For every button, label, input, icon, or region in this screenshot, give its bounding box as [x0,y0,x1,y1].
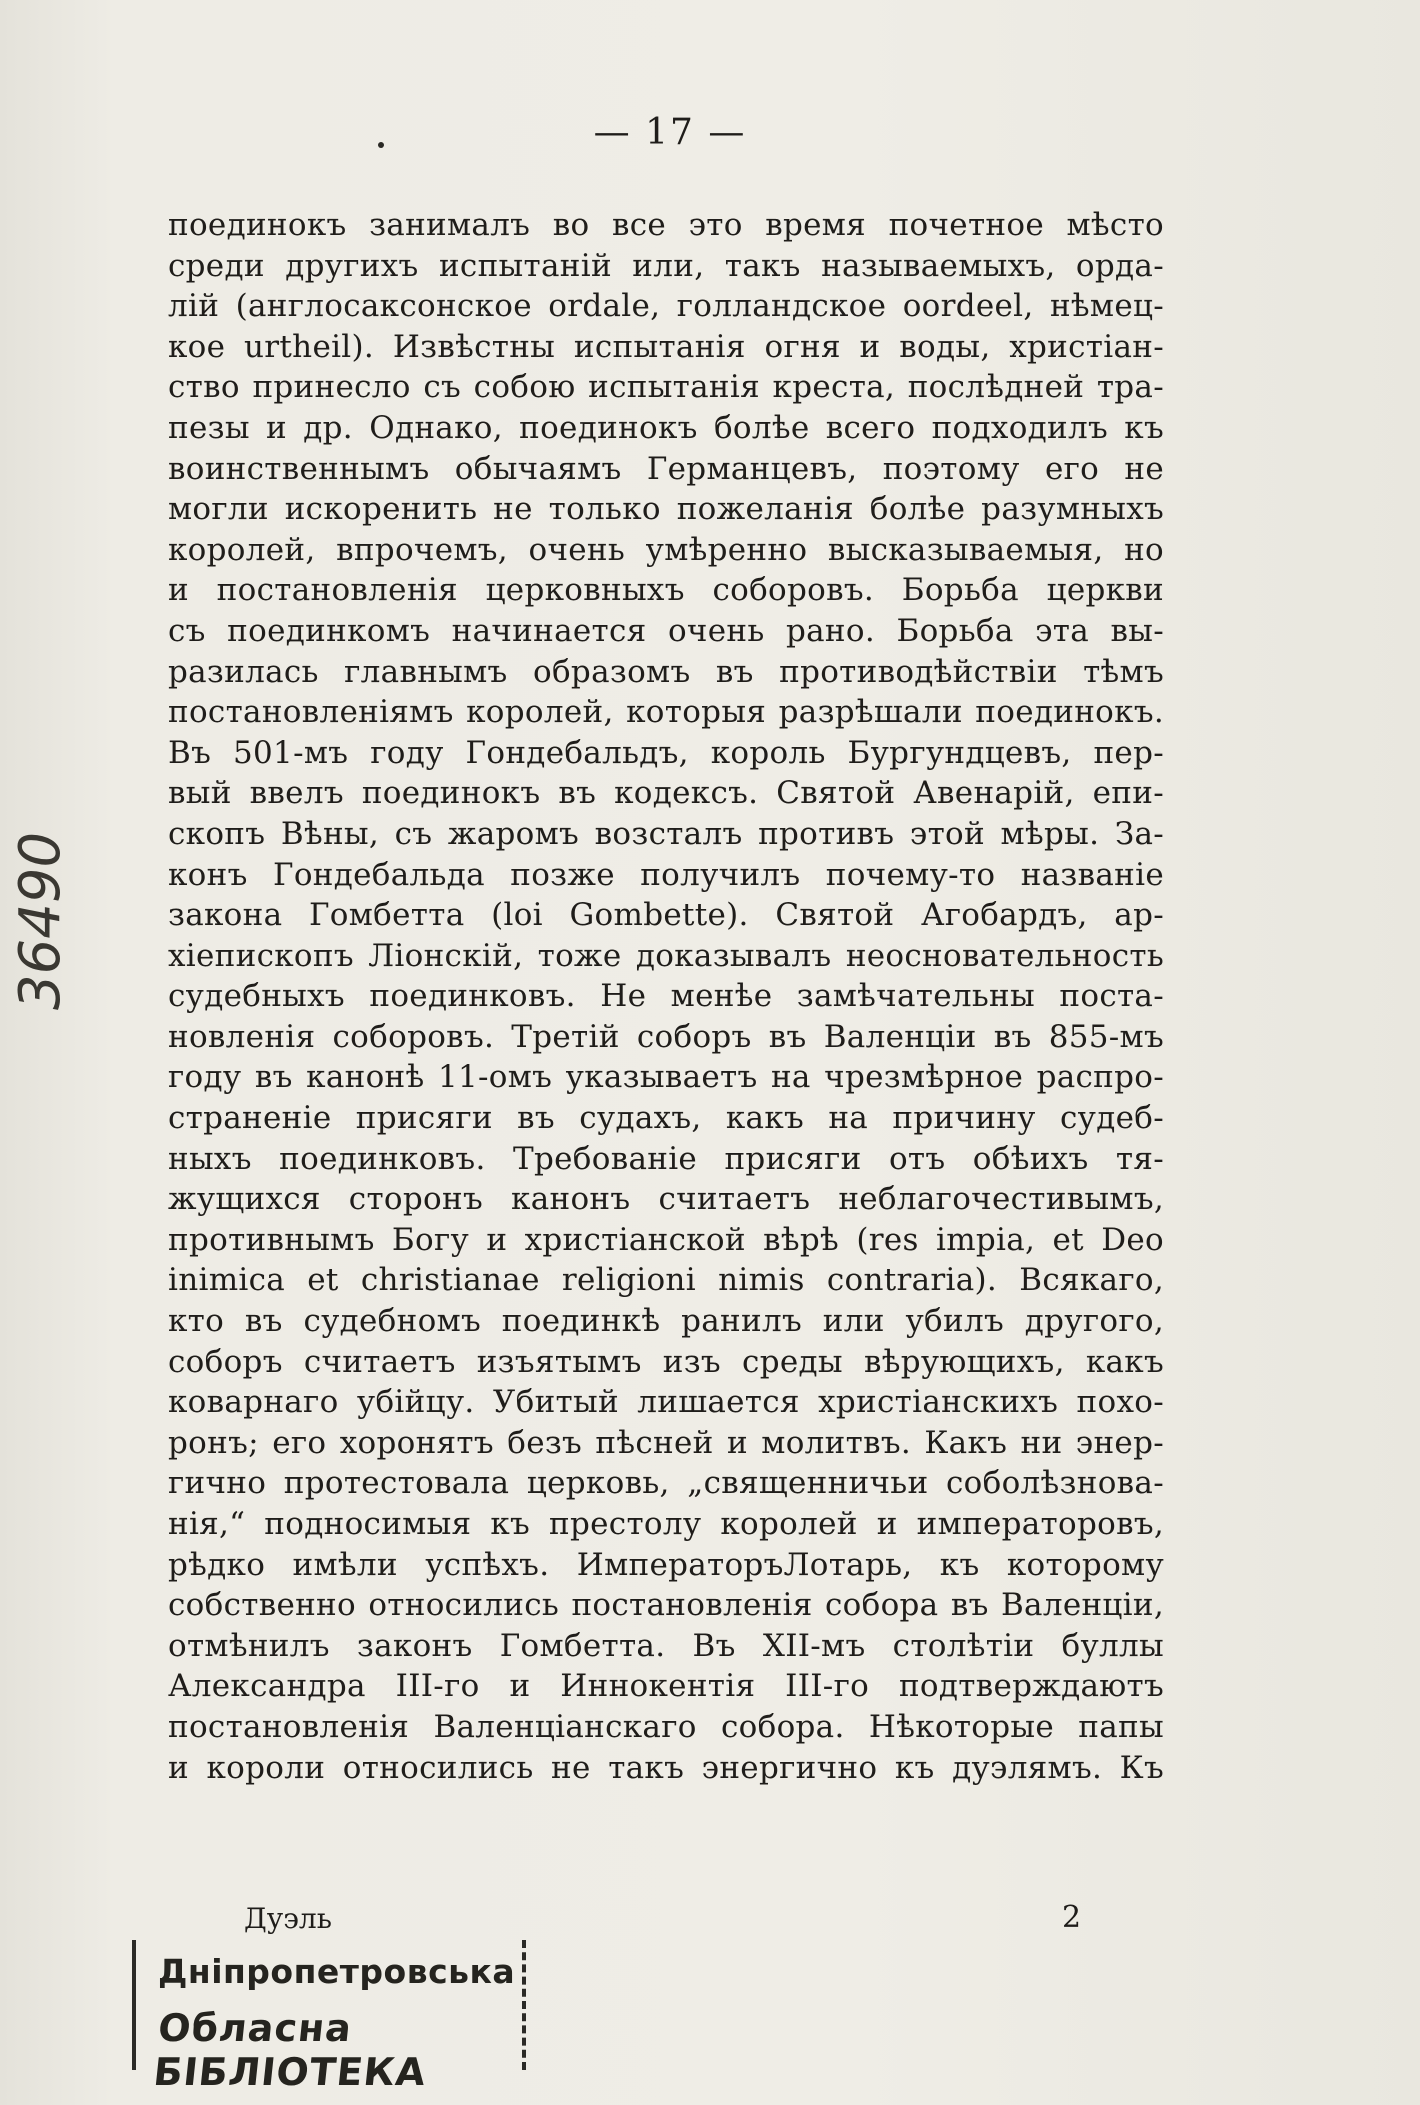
text-line: коварнаго убійцу. Убитый лишается христіанскихъ похо- [168,1384,1164,1421]
text-line: противнымъ Богу и христіанской вѣрѣ (res impia, et Deo [168,1221,1164,1258]
text-line: кое urtheil). Извѣстны испытанія огня и воды, христіан- [168,328,1164,365]
text-line: могли искоренить не только пожеланія болѣе разумныхъ [168,491,1164,528]
text-line: ронъ; его хоронятъ безъ пѣсней и молитвъ. Какъ ни энер- [168,1424,1164,1461]
text-line: конъ Гондебальда позже получилъ почему-то названіе [168,856,1164,893]
stamp-line-2: Обласна БІБЛІОТЕКА [151,2006,429,2094]
text-line: Въ 501-мъ году Гондебальдъ, король Бургундцевъ, пер- [168,734,1164,771]
text-line: разилась главнымъ образомъ въ противодѣйствіи тѣмъ [168,653,1164,690]
text-line: воинственнымъ обычаямъ Германцевъ, поэтому его не [168,450,1164,487]
text-line: inimica et christianae religioni nimis contraria). Всякаго, [168,1262,1164,1299]
text-line: постановленіямъ королей, которыя разрѣшали поединокъ. [168,694,1164,731]
text-line: отмѣнилъ законъ Гомбетта. Въ XII-мъ столѣтіи буллы [168,1627,1164,1664]
signature-title: Дуэль [244,1902,332,1935]
text-line: ство принесло съ собою испытанія креста, послѣдней тра- [168,369,1164,406]
text-line: соборъ считаетъ изъятымъ изъ среды вѣрующихъ, какъ [168,1343,1164,1380]
text-line: среди другихъ испытаній или, такъ называемыхъ, орда- [168,247,1164,284]
text-line: вый ввелъ поединокъ въ кодексъ. Святой Авенарій, епи- [168,775,1164,812]
text-line: лій (англосаксонское ordale, голландское oordeel, нѣмец- [168,288,1164,325]
text-line: закона Гомбетта (loi Gombette). Святой Агобардъ, ар- [168,897,1164,934]
signature-mark: 2 [1062,1900,1082,1935]
text-line: судебныхъ поединковъ. Не менѣе замѣчательны поста- [168,978,1164,1015]
text-line: постановленія Валенціанскаго собора. Нѣкоторые папы [168,1708,1164,1745]
text-line: нія,“ подносимыя къ престолу королей и императоровъ, [168,1506,1164,1542]
text-line: страненіе присяги въ судахъ, какъ на причину судеб- [168,1100,1164,1137]
text-line: пезы и др. Однако, поединокъ болѣе всего подходилъ къ [168,409,1164,446]
body-text [168,205,1164,1788]
text-line: съ поединкомъ начинается очень рано. Борьба эта вы- [168,612,1164,649]
library-stamp [132,1940,526,2094]
text-line: скопъ Вѣны, съ жаромъ возсталъ противъ этой мѣры. За- [168,815,1164,852]
stamp-line-1: Дніпропетровська [158,1952,516,1991]
text-line: ныхъ поединковъ. Требованіе присяги отъ обѣихъ тя- [168,1140,1164,1177]
text-line: хіепископъ Ліонскій, тоже доказывалъ неосновательность [168,937,1164,974]
handwritten-inventory-number: 36490 [8,831,73,1010]
text-line: рѣдко имѣли успѣхъ. ИмператоръЛотарь, къ которому [168,1546,1164,1583]
page-number: — 17 — [593,112,747,153]
text-line: королей, впрочемъ, очень умѣренно высказываемыя, но [168,531,1164,568]
text-line: собственно относились постановленія собора въ Валенціи, [168,1587,1164,1624]
text-line: и постановленія церковныхъ соборовъ. Борьба церкви [168,572,1164,609]
text-line: гично протестовала церковь, „священничьи соболѣзнова- [168,1465,1164,1502]
text-line: поединокъ занималъ во все это время почетное мѣсто [168,207,1164,243]
text-line: Александра III-го и Иннокентія III-го подтверждаютъ [168,1668,1164,1705]
text-line: кто въ судебномъ поединкѣ ранилъ или убилъ другого, [168,1303,1164,1340]
text-line: новленія соборовъ. Третій соборъ въ Валенціи въ 855-мъ [168,1018,1164,1055]
text-line: жущихся сторонъ канонъ считаетъ неблагочестивымъ, [168,1181,1164,1218]
text-line: и короли относились не такъ энергично къ дуэлямъ. Къ [168,1749,1164,1786]
text-line: году въ канонѣ 11-омъ указываетъ на чрезмѣрное распро- [168,1059,1164,1096]
